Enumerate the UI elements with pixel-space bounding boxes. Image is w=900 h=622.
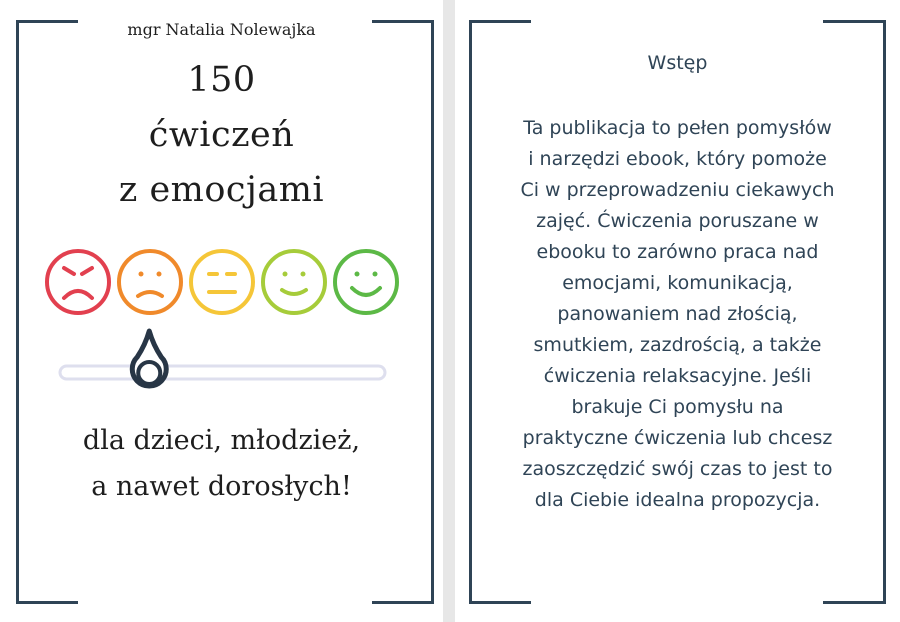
title-line-2: ćwiczeń: [148, 115, 295, 155]
title-line-3: z emocjami: [118, 170, 325, 210]
intro-body-line: ebooku to zarówno praca nad: [536, 241, 819, 263]
intro-heading: Wstęp: [647, 52, 708, 74]
subtitle-line-2: a nawet dorosłych!: [91, 471, 352, 502]
very-sad-face-icon: [47, 251, 109, 313]
intro-body-line: smutkiem, zazdrością, a także: [533, 334, 822, 356]
neutral-face-icon: [191, 251, 253, 313]
slider-track[interactable]: [60, 366, 385, 379]
emotion-scale: [0, 242, 443, 322]
emotion-slider[interactable]: [0, 326, 443, 406]
intro-body-line: Ci w przeprowadzeniu ciekawych: [520, 179, 835, 201]
author-name: mgr Natalia Nolewajka: [127, 20, 316, 39]
intro-body-line: zaoszczędzić swój czas to jest to: [522, 458, 833, 480]
intro-body-line: Ta publikacja to pełen pomysłów: [523, 117, 832, 139]
intro-body-line: praktyczne ćwiczenia lub chcesz: [522, 427, 833, 449]
sad-face-icon: [119, 251, 181, 313]
cover-page: [0, 0, 443, 622]
intro-body-line: zajęć. Ćwiczenia poruszane w: [536, 210, 819, 232]
title-line-1: 150: [187, 60, 256, 100]
slider-knob[interactable]: [132, 331, 166, 386]
intro-body-line: i narzędzi ebook, który pomoże: [528, 148, 827, 170]
happy-face-icon: [335, 251, 397, 313]
intro-body-line: emocjami, komunikacją,: [562, 272, 793, 294]
slight-smile-face-icon: [263, 251, 325, 313]
intro-body-line: brakuje Ci pomysłu na: [571, 396, 784, 418]
intro-body: [495, 113, 860, 516]
subtitle-line-1: dla dzieci, młodzież,: [82, 425, 361, 456]
intro-page: [455, 0, 900, 622]
intro-body-line: ćwiczenia relaksacyjne. Jeśli: [543, 365, 812, 387]
intro-body-line: dla Ciebie idealna propozycja.: [534, 489, 821, 511]
intro-body-line: panowaniem nad złością,: [557, 303, 798, 325]
